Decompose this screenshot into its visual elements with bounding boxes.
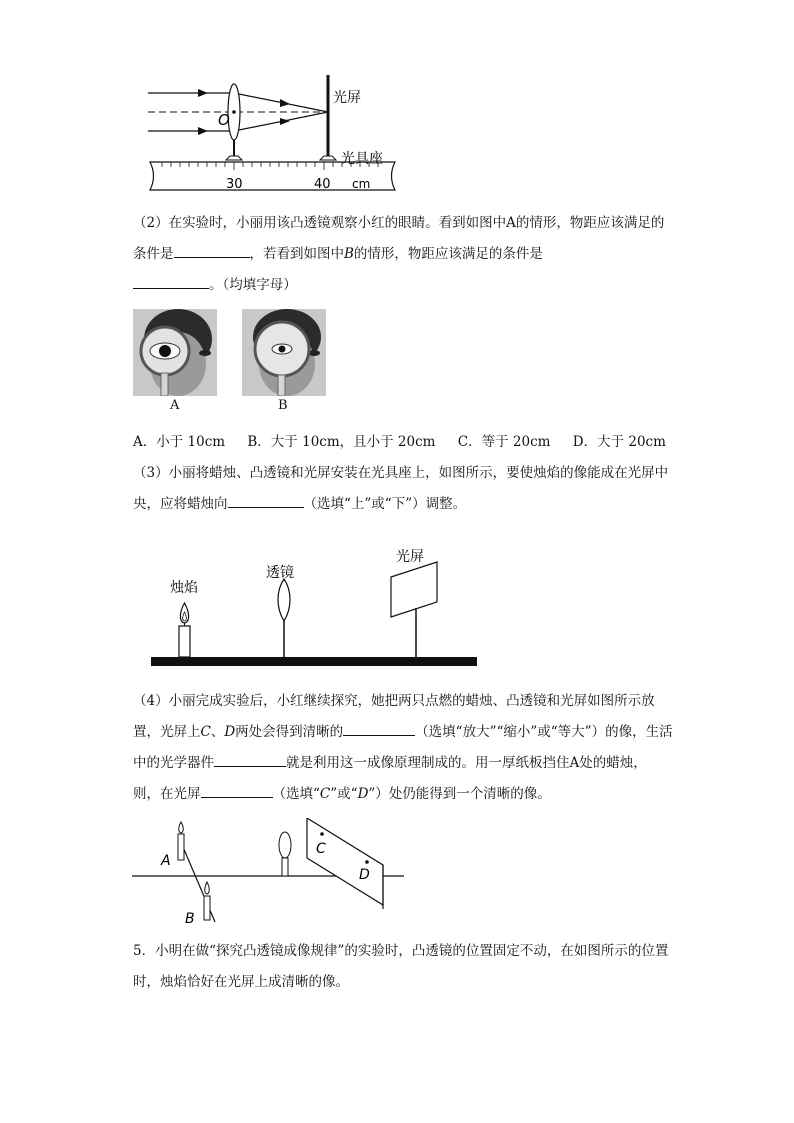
- option-d[interactable]: D．大于 20cm: [572, 434, 666, 450]
- question-2: [133, 208, 673, 301]
- q2-text-2: ，若看到如图中: [249, 246, 344, 262]
- label-c: C: [316, 841, 326, 857]
- answer-blank-2b[interactable]: [133, 274, 209, 289]
- question-4: [133, 686, 673, 810]
- label-screen-3: 光屏: [396, 549, 424, 565]
- label-d: D: [359, 867, 370, 883]
- q4-text-4: 就是利用这一成像原理制成的。用一厚纸板挡住A处的蜡烛，则，在光屏: [133, 755, 647, 802]
- tick-40: 40: [314, 177, 331, 192]
- photo-a: [133, 309, 217, 396]
- q4-sep: 、: [210, 724, 225, 740]
- q4-text-3: （选填“放大”“缩小”或“等大”）的像，生活中的光学器件: [133, 724, 673, 771]
- options-row: [133, 430, 666, 450]
- label-lens: 透镜: [266, 565, 294, 581]
- q3-text-2: （选填“上”或“下”）调整。: [303, 496, 467, 512]
- label-a: A: [161, 853, 171, 869]
- question-5: 5．小明在做“探究凸透镜成像规律”的实验时，凸透镜的位置固定不动，在如图所示的位置时，烛焰恰好在光屏上成清晰的像。: [133, 943, 669, 990]
- q4-text-6: ”或“: [330, 786, 358, 802]
- q4-text-2: 两处会得到清晰的: [235, 724, 344, 740]
- q4-italic-c: C: [200, 724, 211, 740]
- answer-blank-2a[interactable]: [174, 243, 250, 258]
- unit-cm: cm: [352, 177, 371, 191]
- q2-text-3: 的情形，物距应该满足的条件是: [353, 246, 543, 262]
- option-a[interactable]: A．小于 10cm: [133, 434, 226, 450]
- q2-text-1: （2）在实验时，小丽用该凸透镜观察小红的眼睛。看到如图中A的情形，物距应该满足的条件是: [133, 215, 665, 262]
- q4-italic-d: D: [224, 724, 236, 740]
- q4-text-5: （选填“: [272, 786, 320, 802]
- candle-lens-screen-figure: [148, 545, 482, 670]
- answer-blank-4a[interactable]: [343, 721, 415, 736]
- photo-a-label: A: [170, 398, 180, 413]
- optical-bench-figure: [130, 72, 410, 204]
- q2-text-4: 。（均填字母）: [209, 277, 297, 293]
- label-bench: 光具座: [341, 151, 383, 167]
- label-b: B: [185, 911, 195, 927]
- label-screen: 光屏: [333, 90, 361, 106]
- q4-italic-d2: D: [357, 786, 369, 802]
- q2-italic-b: B: [344, 246, 354, 262]
- two-candles-figure: [132, 818, 408, 930]
- option-c[interactable]: C．等于 20cm: [457, 434, 551, 450]
- question-3: [133, 458, 673, 520]
- q4-text-7: ”）处仍能得到一个清晰的像。: [368, 786, 551, 802]
- answer-blank-3[interactable]: [228, 493, 304, 508]
- photo-b-label: B: [278, 398, 288, 413]
- q4-italic-c2: C: [319, 786, 331, 802]
- q3-text-1: （3）小丽将蜡烛、凸透镜和光屏安装在光具座上，如图所示，要使烛焰的像能成在光屏中央，应将蜡烛向: [133, 465, 669, 512]
- answer-blank-4c[interactable]: [201, 783, 273, 798]
- photo-b: [242, 309, 326, 396]
- label-candle: 烛焰: [170, 580, 198, 596]
- q4-text-1: （4）小丽完成实验后，小红继续探究，她把两只点燃的蜡烛、凸透镜和光屏如图所示放置，光屏上: [133, 693, 655, 740]
- option-b[interactable]: B．大于 10cm，且小于 20cm: [247, 434, 436, 450]
- label-o: O: [218, 111, 230, 129]
- answer-blank-4b[interactable]: [214, 752, 286, 767]
- tick-30: 30: [226, 177, 243, 192]
